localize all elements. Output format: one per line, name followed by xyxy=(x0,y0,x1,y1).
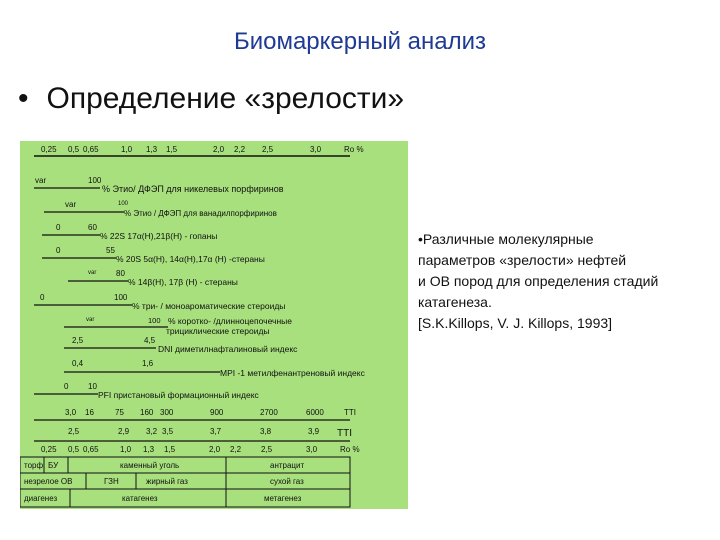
metagenesis-label: метагенез xyxy=(264,494,302,503)
row-right-value: 100 xyxy=(118,201,129,207)
tti-unit: TTI xyxy=(344,408,356,417)
top-tick-label: 1,3 xyxy=(146,145,158,154)
bottom-tick-label: 0,65 xyxy=(83,445,99,454)
row-left-value: 0 xyxy=(40,293,45,302)
row-label: DNI диметилнафталиновый индекс xyxy=(158,344,298,354)
tti-value: 3,0 xyxy=(65,408,77,417)
row-label: % Этио / ДФЭП для ванадилпорфиринов xyxy=(124,209,277,218)
tti-value: 2700 xyxy=(260,408,278,417)
row-left-value: var xyxy=(86,317,95,323)
oil-window-label: ГЗН xyxy=(104,477,119,486)
coal-anthracite-label: антрацит xyxy=(270,461,305,470)
note-line: и ОВ пород для определения стадий xyxy=(418,273,659,289)
bottom-tick-label: 1,3 xyxy=(143,445,155,454)
row-steranes-20s xyxy=(42,246,265,264)
wet-gas-label: жирный газ xyxy=(146,477,188,486)
row-left-value: 2,5 xyxy=(72,336,84,345)
coal-bituminous-label: каменный уголь xyxy=(120,461,180,470)
row-left-value: 0 xyxy=(56,223,61,232)
dry-gas-label: сухой газ xyxy=(270,477,304,486)
tti-secondary-scale xyxy=(34,427,352,441)
top-tick-label: 0,25 xyxy=(41,145,57,154)
row-right-value: 100 xyxy=(114,293,128,302)
tti-value: 160 xyxy=(140,408,154,417)
bottom-tick-label: 1,0 xyxy=(120,445,132,454)
row-left-value: var xyxy=(88,270,97,276)
row-right-value: 80 xyxy=(116,269,125,278)
maturity-scale-diagram xyxy=(20,141,408,509)
top-tick-label: 0,65 xyxy=(83,145,99,154)
top-tick-label: 2,2 xyxy=(234,145,246,154)
tti-value: 900 xyxy=(210,408,224,417)
tti-value: 75 xyxy=(115,408,124,417)
bottom-tick-label: 3,0 xyxy=(306,445,318,454)
row-label-continued: трициклические стероиды xyxy=(166,326,270,336)
row-right-value: 60 xyxy=(88,223,97,232)
tti-value: 6000 xyxy=(306,408,324,417)
mid-tick-label: 3,5 xyxy=(162,427,174,436)
slide-heading: Определение «зрелости» xyxy=(46,82,405,115)
slide-heading-row xyxy=(18,82,404,116)
slide-title: Биомаркерный анализ xyxy=(233,28,487,55)
bottom-tick-label: 2,2 xyxy=(230,445,242,454)
row-left-value: var xyxy=(35,176,47,185)
row-right-value: 100 xyxy=(88,176,102,185)
figure-description xyxy=(418,229,708,334)
bottom-tick-label: 1,5 xyxy=(164,445,176,454)
row-right-value: 55 xyxy=(106,246,115,255)
mid-tick-label: 3,7 xyxy=(210,427,222,436)
row-right-value: 10 xyxy=(88,382,97,391)
row-label: % 14β(H), 17β (H) - стераны xyxy=(128,277,238,287)
bottom-tick-label: 0,5 xyxy=(68,445,80,454)
note-line: •Различные молекулярные xyxy=(418,231,594,247)
bottom-tick-label: 2,5 xyxy=(261,445,273,454)
row-left-value: 0,4 xyxy=(72,359,84,368)
note-line: катагенеза. xyxy=(418,294,492,310)
note-citation: [S.K.Killops, V. J. Killops, 1993] xyxy=(418,315,613,331)
row-label: MPI -1 метилфенантреновый индекс xyxy=(220,368,365,378)
top-tick-label: 2,5 xyxy=(262,145,274,154)
row-pfi xyxy=(34,382,260,400)
coal-peat-label: торф xyxy=(24,461,44,470)
coal-brown-label: БУ xyxy=(48,461,59,470)
top-tick-label: 0,5 xyxy=(68,145,80,154)
row-nickel-porphyrins xyxy=(34,176,284,194)
row-dni xyxy=(64,336,298,354)
mid-tick-label: 2,5 xyxy=(68,427,80,436)
top-tick-label: 3,0 xyxy=(310,145,322,154)
row-steranes-14b xyxy=(68,269,238,287)
row-aromatic-steroids xyxy=(34,293,285,311)
row-mpi xyxy=(64,359,366,378)
row-label: % коротко- /длинноцепочечные xyxy=(168,316,292,326)
row-label: % 20S 5α(H), 14α(H),17α (H) -стераны xyxy=(116,254,265,264)
tti-value: 300 xyxy=(160,408,174,417)
bottom-tick-label: 0,25 xyxy=(41,445,57,454)
row-label: % три- / моноароматические стероиды xyxy=(132,301,286,311)
top-unit-label: Ro % xyxy=(344,145,364,154)
tti-scale xyxy=(34,408,356,420)
top-ro-scale xyxy=(41,145,364,154)
immature-om-label: незрелое ОВ xyxy=(24,477,73,486)
mid-tick-label: 2,9 xyxy=(118,427,130,436)
mid-tick-label: 3,9 xyxy=(308,427,320,436)
bottom-tick-label: 2,0 xyxy=(209,445,221,454)
bottom-unit-label: Ro % xyxy=(340,445,360,454)
note-line: параметров «зрелости» нефтей xyxy=(418,252,627,268)
mid-tick-label: 3,2 xyxy=(146,427,158,436)
maturity-parameters-figure xyxy=(20,141,408,509)
row-vanadyl-porphyrins xyxy=(44,200,277,218)
row-label: % Этио/ ДФЭП для никелевых порфиринов xyxy=(102,184,284,194)
top-tick-label: 1,5 xyxy=(166,145,178,154)
row-tricyclic-steroids xyxy=(64,316,292,336)
row-hopanes xyxy=(42,223,217,241)
tti-value: 16 xyxy=(85,408,94,417)
stage-table-labels xyxy=(24,461,304,503)
row-left-value: 0 xyxy=(64,382,69,391)
diagenesis-label: диагенез xyxy=(24,494,58,503)
row-left-value: 0 xyxy=(56,246,61,255)
row-right-value: 4,5 xyxy=(144,336,156,345)
bottom-ro-scale xyxy=(41,445,360,454)
top-tick-label: 2,0 xyxy=(213,145,225,154)
bullet-marker: • xyxy=(18,82,29,115)
row-right-value: 1,6 xyxy=(142,359,154,368)
top-tick-label: 1,0 xyxy=(121,145,133,154)
row-label: PFI пристановый формационный индекс xyxy=(98,390,259,400)
row-right-value: 100 xyxy=(148,316,161,325)
tti-label: TTI xyxy=(337,428,352,439)
mid-tick-label: 3,8 xyxy=(260,427,272,436)
catagenesis-label: катагенез xyxy=(122,494,158,503)
row-label: % 22S 17α(H),21β(H) - гопаны xyxy=(100,231,218,241)
row-left-value: var xyxy=(65,200,77,209)
